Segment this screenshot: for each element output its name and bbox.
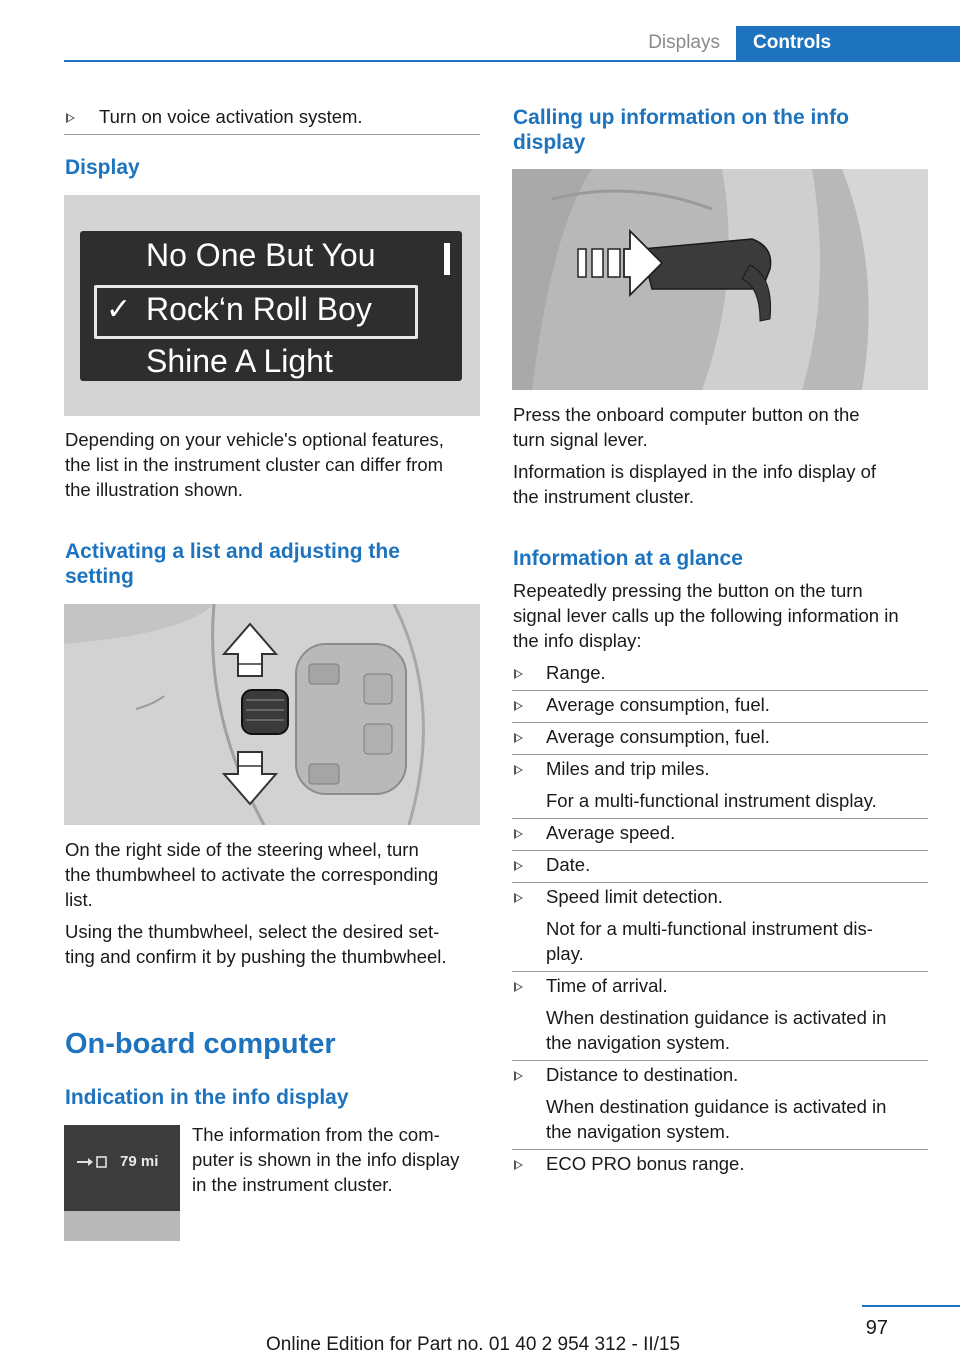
display-list-item: No One But You (146, 237, 376, 273)
bullet-triangle-icon (514, 829, 523, 839)
info-display-frame (64, 1211, 180, 1241)
list-item: Miles and trip miles. (546, 758, 710, 779)
list-item: Average speed. (546, 822, 676, 843)
page-number: 97 (865, 1317, 888, 1339)
range-value: 79 mi (120, 1153, 159, 1170)
indication-heading: Indication in the info display (65, 1086, 349, 1109)
info-display-illustration (64, 1125, 180, 1241)
bullet-voice-activation: Turn on voice activation system. (99, 106, 363, 127)
list-item: Average consumption, fuel. (546, 726, 770, 747)
list-divider (512, 882, 928, 883)
bullet-divider (64, 134, 480, 135)
footer-edition: Online Edition for Part no. 01 40 2 954 312 - II/15 (266, 1334, 681, 1355)
calling-heading: Calling up information on the info display (513, 106, 849, 154)
checkmark-icon: ✓ (106, 293, 132, 326)
bullet-triangle-icon (514, 765, 523, 775)
bullet-triangle-icon (514, 1071, 523, 1081)
display-list-item: Shine A Light (146, 343, 333, 379)
list-item-note: For a multi-functional instrument display. (546, 790, 877, 811)
glance-paragraph: Repeatedly pressing the button on the turn signal lever calls up the following information in the info display: (513, 580, 899, 651)
range-arrow-icon (76, 1155, 110, 1169)
list-item: Range. (546, 662, 606, 683)
list-item: Time of arrival. (546, 975, 668, 996)
bullet-triangle-icon (514, 982, 523, 992)
footer-rule (862, 1305, 960, 1307)
bullet-triangle-icon (514, 669, 523, 679)
header-rule (64, 60, 960, 62)
onboard-computer-heading: On-board computer (65, 1028, 336, 1060)
list-divider (512, 690, 928, 691)
list-item-note: When destination guidance is activated in the navigation system. (546, 1096, 887, 1142)
list-divider (512, 754, 928, 755)
thumbwheel-drawing (64, 604, 480, 825)
list-item: Average consumption, fuel. (546, 694, 770, 715)
display-paragraph: Depending on your vehicle's optional features, the list in the instrument cluster can differ from the illustration shown. (65, 429, 444, 500)
list-divider (512, 722, 928, 723)
bullet-triangle-icon (514, 733, 523, 743)
bullet-triangle-icon (514, 701, 523, 711)
activating-paragraph-1: On the right side of the steering wheel, turn the thumbwheel to activate the corresponding list. (65, 839, 439, 910)
calling-paragraph-1: Press the onboard computer button on the turn signal lever. (513, 404, 860, 450)
list-item: ECO PRO bonus range. (546, 1153, 745, 1174)
display-list-item-selected: Rock‘n Roll Boy (146, 291, 372, 327)
calling-paragraph-2: Information is displayed in the info display of the instrument cluster. (513, 461, 877, 507)
display-list-illustration (64, 195, 480, 416)
bullet-triangle-icon (514, 893, 523, 903)
list-divider (512, 1060, 928, 1061)
turn-signal-lever-illustration (512, 169, 928, 390)
bullet-triangle-icon (514, 1160, 523, 1170)
list-divider (512, 818, 928, 819)
list-item: Date. (546, 854, 591, 875)
activating-heading: Activating a list and adjusting the setting (65, 540, 400, 588)
activating-paragraph-2: Using the thumbwheel, select the desired set‐ ting and confirm it by pushing the thumbwheel. (65, 921, 447, 967)
glance-heading: Information at a glance (513, 547, 743, 570)
steering-wheel-thumbwheel-illustration (64, 604, 480, 825)
header-section-label: Displays (648, 32, 720, 53)
list-item-note: When destination guidance is activated in the navigation system. (546, 1007, 887, 1053)
bullet-triangle-icon (66, 113, 75, 123)
display-heading: Display (65, 156, 140, 179)
turn-signal-lever-drawing (512, 169, 928, 390)
bullet-triangle-icon (514, 861, 523, 871)
scrollbar-indicator (444, 243, 450, 275)
list-divider (512, 971, 928, 972)
list-divider (512, 1149, 928, 1150)
list-divider (512, 850, 928, 851)
indication-paragraph: The information from the com‐ puter is shown in the info display in the instrument cluster. (192, 1124, 460, 1195)
list-item: Speed limit detection. (546, 886, 723, 907)
header-chapter-tab: Controls (736, 26, 960, 60)
list-item-note: Not for a multi-functional instrument dis‐ play. (546, 918, 873, 964)
list-item: Distance to destination. (546, 1064, 739, 1085)
